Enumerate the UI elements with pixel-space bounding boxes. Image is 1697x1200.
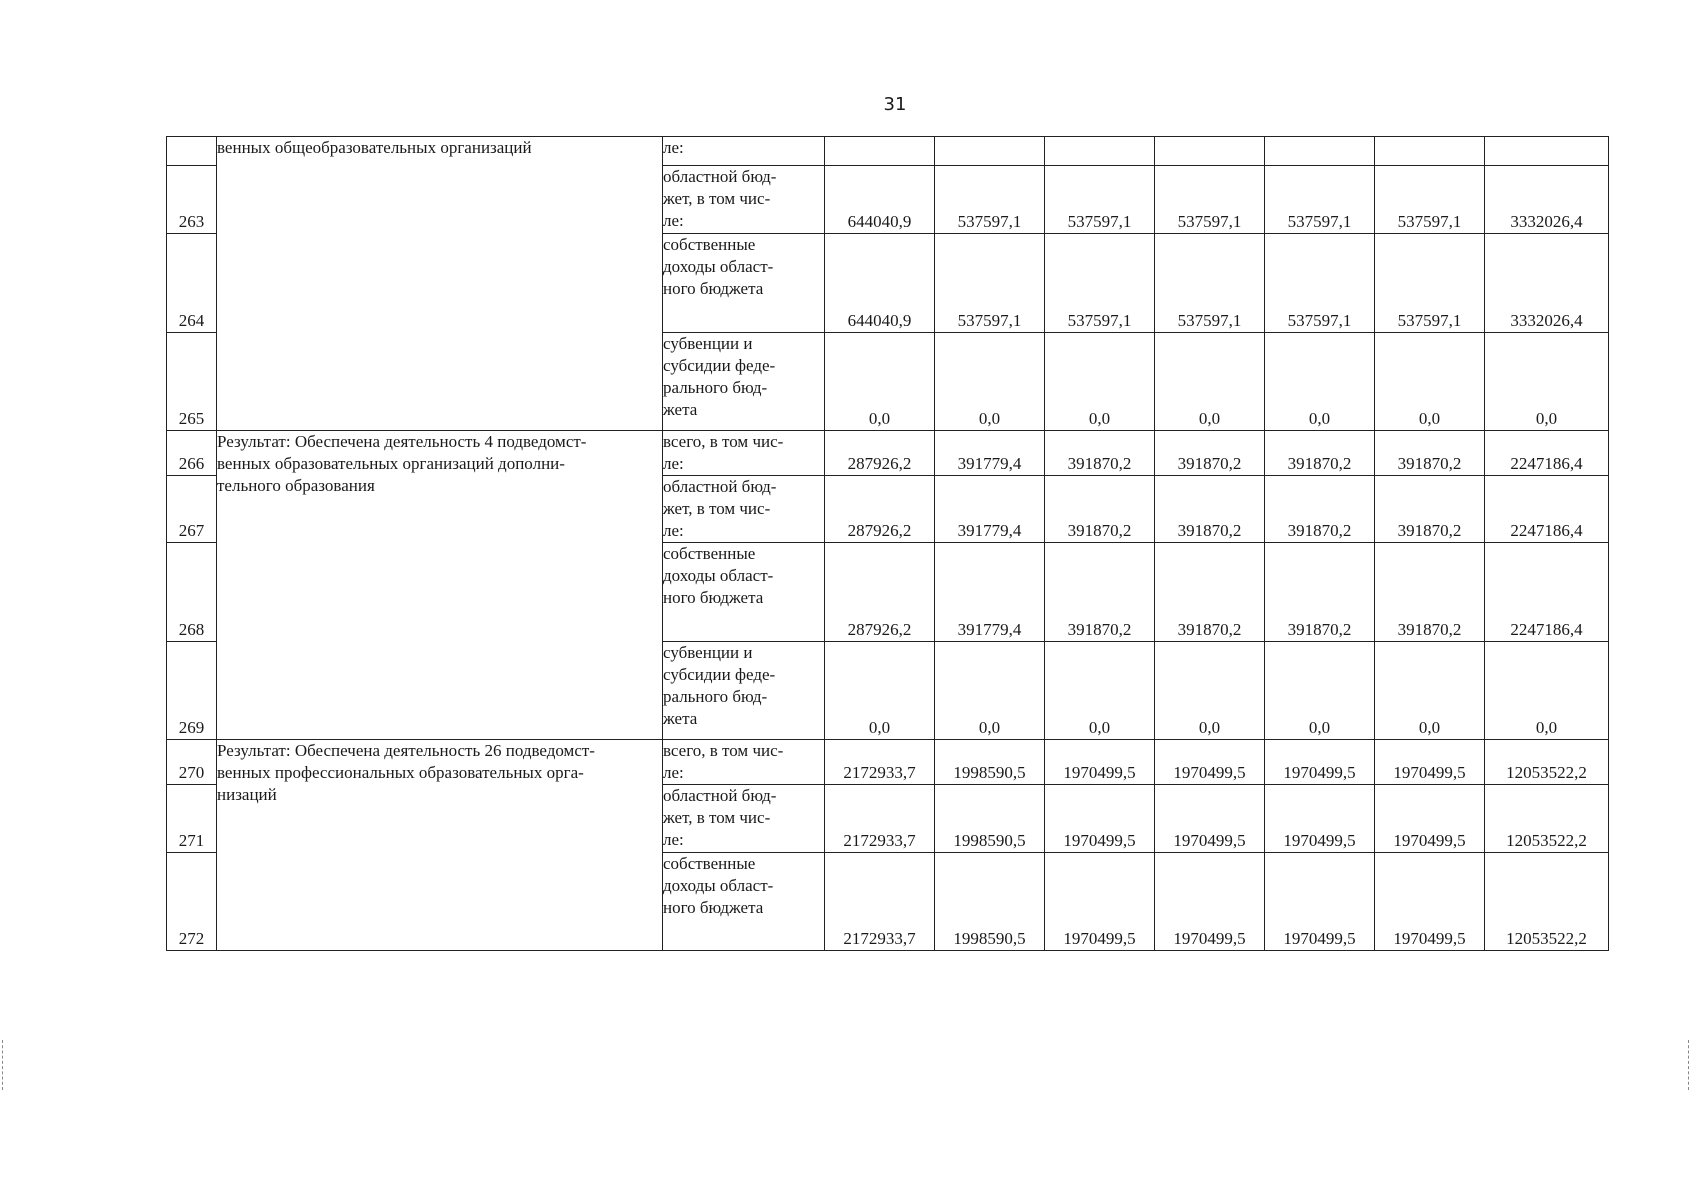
value-cell: 391870,2 bbox=[1375, 543, 1485, 641]
value-cell-total: 12053522,2 bbox=[1485, 785, 1609, 852]
value-cell: 287926,2 bbox=[825, 431, 935, 476]
page-number: 31 bbox=[883, 94, 907, 115]
value-cell bbox=[1155, 137, 1265, 166]
value-cell: 1970499,5 bbox=[1265, 785, 1375, 852]
value-cell: 1970499,5 bbox=[1045, 785, 1155, 852]
value-cell-total: 12053522,2 bbox=[1485, 852, 1609, 950]
value-cell-total: 3332026,4 bbox=[1485, 166, 1609, 234]
value-cell: 537597,1 bbox=[1375, 166, 1485, 234]
row-number: 269 bbox=[167, 641, 217, 739]
value-cell: 391870,2 bbox=[1265, 543, 1375, 641]
value-cell: 0,0 bbox=[1375, 641, 1485, 739]
row-number: 270 bbox=[167, 740, 217, 785]
value-cell-total: 2247186,4 bbox=[1485, 431, 1609, 476]
funding-source-text: собственные доходы област- ного бюджета bbox=[663, 853, 774, 917]
funding-source-text: всего, в том чис- ле: bbox=[663, 741, 784, 783]
funding-source-text: собственные доходы област- ного бюджета bbox=[663, 235, 774, 299]
value-cell: 1970499,5 bbox=[1155, 852, 1265, 950]
value-cell: 2172933,7 bbox=[825, 852, 935, 950]
funding-source bbox=[663, 641, 825, 739]
scan-edge-marks bbox=[1688, 1040, 1695, 1090]
row-number: 266 bbox=[167, 431, 217, 476]
value-cell: 0,0 bbox=[1045, 641, 1155, 739]
value-cell: 0,0 bbox=[1265, 332, 1375, 430]
value-cell: 287926,2 bbox=[825, 476, 935, 543]
value-cell: 1970499,5 bbox=[1155, 740, 1265, 785]
value-cell: 1970499,5 bbox=[1045, 852, 1155, 950]
result-description-text: венных общеобразовательных организаций bbox=[217, 138, 532, 157]
value-cell: 0,0 bbox=[935, 332, 1045, 430]
value-cell: 391870,2 bbox=[1155, 543, 1265, 641]
value-cell-total: 0,0 bbox=[1485, 332, 1609, 430]
funding-source-text: субвенции и субсидии феде- рального бюд- жета bbox=[663, 333, 776, 419]
value-cell bbox=[825, 137, 935, 166]
result-description-text: Результат: Обеспечена деятельность 4 подведомст- венных образовательных организаций дополни- тельного образования bbox=[217, 432, 587, 496]
value-cell bbox=[935, 137, 1045, 166]
value-cell-total: 2247186,4 bbox=[1485, 543, 1609, 641]
value-cell: 0,0 bbox=[1265, 641, 1375, 739]
funding-source bbox=[663, 431, 825, 476]
value-cell-total bbox=[1485, 137, 1609, 166]
row-number: 265 bbox=[167, 332, 217, 430]
value-cell: 1970499,5 bbox=[1375, 785, 1485, 852]
value-cell: 391870,2 bbox=[1265, 431, 1375, 476]
value-cell: 0,0 bbox=[825, 641, 935, 739]
value-cell: 537597,1 bbox=[1155, 234, 1265, 332]
funding-source bbox=[663, 543, 825, 641]
value-cell: 391870,2 bbox=[1375, 476, 1485, 543]
value-cell: 537597,1 bbox=[935, 166, 1045, 234]
funding-source-text: субвенции и субсидии феде- рального бюд- жета bbox=[663, 642, 776, 728]
row-number: 264 bbox=[167, 234, 217, 332]
value-cell-total: 0,0 bbox=[1485, 641, 1609, 739]
result-description bbox=[217, 740, 663, 951]
value-cell bbox=[1375, 137, 1485, 166]
funding-source bbox=[663, 332, 825, 430]
value-cell: 644040,9 bbox=[825, 234, 935, 332]
value-cell: 0,0 bbox=[1155, 641, 1265, 739]
row-number: 272 bbox=[167, 852, 217, 950]
value-cell: 0,0 bbox=[1375, 332, 1485, 430]
value-cell: 0,0 bbox=[935, 641, 1045, 739]
value-cell: 0,0 bbox=[1045, 332, 1155, 430]
value-cell: 537597,1 bbox=[1045, 234, 1155, 332]
value-cell: 1970499,5 bbox=[1265, 740, 1375, 785]
value-cell: 0,0 bbox=[1155, 332, 1265, 430]
funding-source bbox=[663, 476, 825, 543]
value-cell-total: 12053522,2 bbox=[1485, 740, 1609, 785]
scan-edge-marks bbox=[2, 1040, 9, 1090]
value-cell: 1998590,5 bbox=[935, 785, 1045, 852]
value-cell: 391870,2 bbox=[1265, 476, 1375, 543]
value-cell: 537597,1 bbox=[935, 234, 1045, 332]
value-cell: 537597,1 bbox=[1375, 234, 1485, 332]
value-cell: 2172933,7 bbox=[825, 740, 935, 785]
value-cell: 644040,9 bbox=[825, 166, 935, 234]
value-cell: 537597,1 bbox=[1265, 234, 1375, 332]
value-cell: 391870,2 bbox=[1155, 476, 1265, 543]
value-cell: 391870,2 bbox=[1045, 431, 1155, 476]
value-cell bbox=[1045, 137, 1155, 166]
funding-source-text: ле: bbox=[663, 138, 684, 157]
value-cell: 1970499,5 bbox=[1375, 740, 1485, 785]
value-cell: 1970499,5 bbox=[1155, 785, 1265, 852]
row-number: 267 bbox=[167, 476, 217, 543]
value-cell: 391870,2 bbox=[1045, 543, 1155, 641]
funding-source-text: всего, в том чис- ле: bbox=[663, 432, 784, 474]
value-cell: 391779,4 bbox=[935, 543, 1045, 641]
value-cell bbox=[1265, 137, 1375, 166]
value-cell: 1970499,5 bbox=[1265, 852, 1375, 950]
funding-source bbox=[663, 137, 825, 166]
value-cell: 0,0 bbox=[825, 332, 935, 430]
row-number: 268 bbox=[167, 543, 217, 641]
funding-source bbox=[663, 740, 825, 785]
value-cell: 391870,2 bbox=[1045, 476, 1155, 543]
result-description-text: Результат: Обеспечена деятельность 26 подведомст- венных профессиональных образовательных орга- низаций bbox=[217, 741, 595, 805]
funding-source-text: собственные доходы област- ного бюджета bbox=[663, 544, 774, 608]
value-cell: 287926,2 bbox=[825, 543, 935, 641]
funding-source-text: областной бюд- жет, в том чис- ле: bbox=[663, 167, 777, 231]
value-cell: 1998590,5 bbox=[935, 852, 1045, 950]
result-description bbox=[217, 137, 663, 431]
value-cell-total: 2247186,4 bbox=[1485, 476, 1609, 543]
funding-source bbox=[663, 166, 825, 234]
row-number: 271 bbox=[167, 785, 217, 852]
value-cell: 391870,2 bbox=[1155, 431, 1265, 476]
funding-source bbox=[663, 852, 825, 950]
row-number bbox=[167, 137, 217, 166]
funding-source bbox=[663, 234, 825, 332]
value-cell: 1998590,5 bbox=[935, 740, 1045, 785]
value-cell: 1970499,5 bbox=[1045, 740, 1155, 785]
value-cell: 537597,1 bbox=[1155, 166, 1265, 234]
value-cell: 391779,4 bbox=[935, 431, 1045, 476]
result-description bbox=[217, 431, 663, 740]
value-cell-total: 3332026,4 bbox=[1485, 234, 1609, 332]
value-cell: 391779,4 bbox=[935, 476, 1045, 543]
value-cell: 537597,1 bbox=[1045, 166, 1155, 234]
table-row bbox=[167, 740, 1609, 785]
table-row bbox=[167, 431, 1609, 476]
table-row bbox=[167, 137, 1609, 166]
value-cell: 537597,1 bbox=[1265, 166, 1375, 234]
funding-source-text: областной бюд- жет, в том чис- ле: bbox=[663, 477, 777, 541]
value-cell: 1970499,5 bbox=[1375, 852, 1485, 950]
row-number: 263 bbox=[167, 166, 217, 234]
funding-source-text: областной бюд- жет, в том чис- ле: bbox=[663, 786, 777, 850]
budget-table bbox=[166, 136, 1609, 951]
value-cell: 2172933,7 bbox=[825, 785, 935, 852]
funding-source bbox=[663, 785, 825, 852]
value-cell: 391870,2 bbox=[1375, 431, 1485, 476]
